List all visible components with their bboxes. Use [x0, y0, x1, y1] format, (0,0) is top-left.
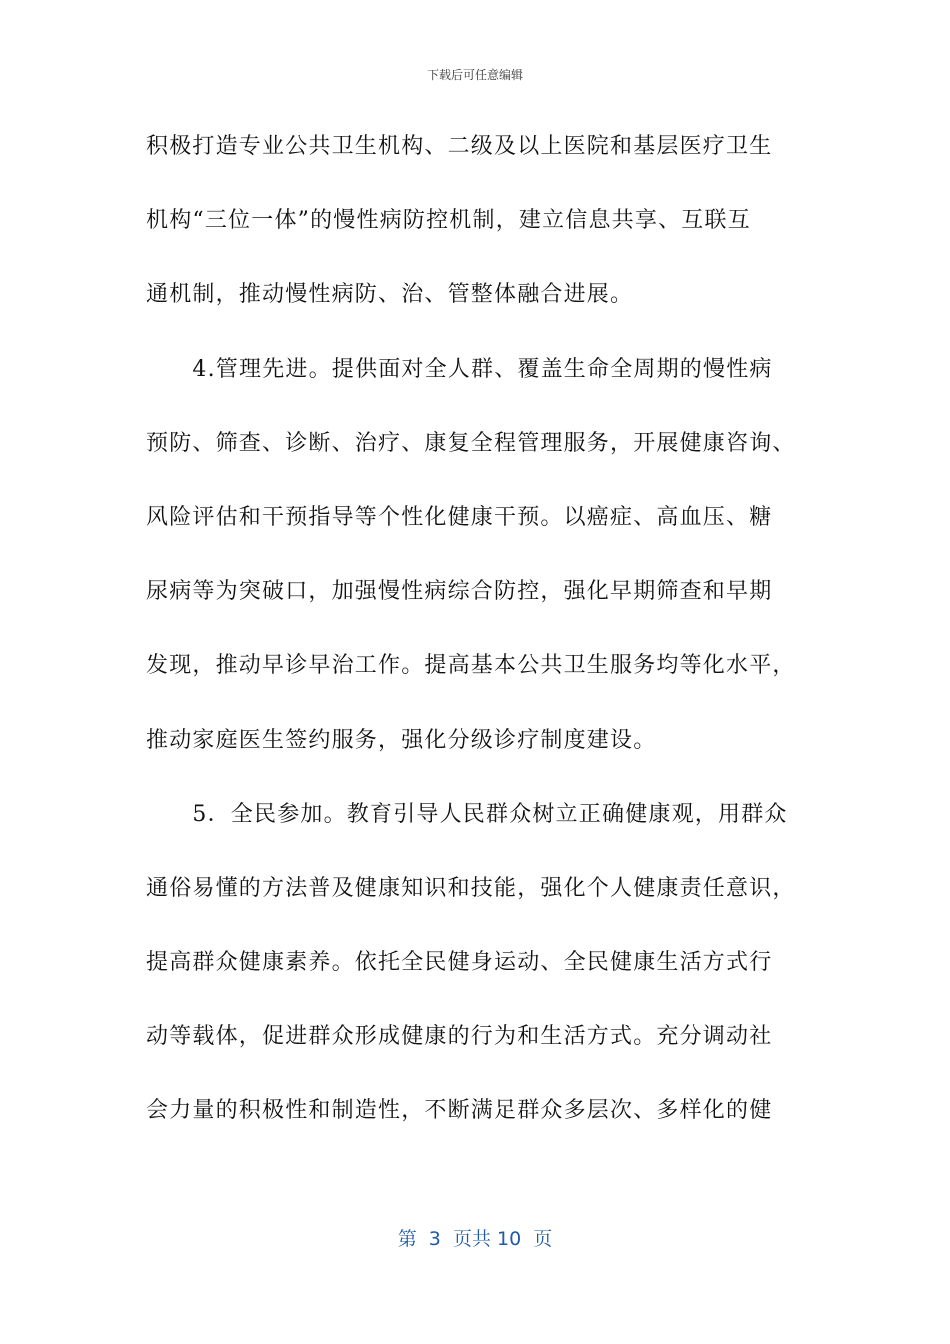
text-line: 通俗易懂的方法普及健康知识和技能，强化个人健康责任意识，: [146, 875, 796, 901]
header-note: 下载后可任意编辑: [426, 68, 523, 82]
text-line: 5．全民参加。教育引导人民群众树立正确健康观，用群众: [146, 801, 788, 827]
document-body: [146, 122, 816, 1161]
text-line: 动等载体，促进群众形成健康的行为和生活方式。充分调动社: [146, 1024, 773, 1050]
text-line: 风险评估和干预指导等个性化健康干预。以癌症、高血压、糖: [146, 504, 773, 530]
text-line: 机构“三位一体”的慢性病防控机制，建立信息共享、互联互: [146, 208, 751, 234]
text-line: 提高群众健康素养。依托全民健身运动、全民健康生活方式行: [146, 950, 773, 976]
text-line: 会力量的积极性和制造性，不断满足群众多层次、多样化的健: [146, 1098, 773, 1124]
text-line: 预防、筛查、诊断、治疗、康复全程管理服务，开展健康咨询、: [146, 430, 796, 456]
text-line: 4.管理先进。提供面对全人群、覆盖生命全周期的慢性病: [146, 356, 773, 382]
text-line: 推动家庭医生签约服务，强化分级诊疗制度建设。: [146, 727, 657, 753]
text-line: 积极打造专业公共卫生机构、二级及以上医院和基层医疗卫生: [146, 134, 773, 159]
text-line: 尿病等为突破口，加强慢性病综合防控，强化早期筛查和早期: [146, 579, 773, 605]
page-number-footer: 第 3 页共 10 页: [397, 1228, 553, 1250]
text-line: 通机制，推动慢性病防、治、管整体融合进展。: [146, 282, 634, 308]
text-line: 发现，推动早诊早治工作。提高基本公共卫生服务均等化水平，: [146, 653, 796, 679]
